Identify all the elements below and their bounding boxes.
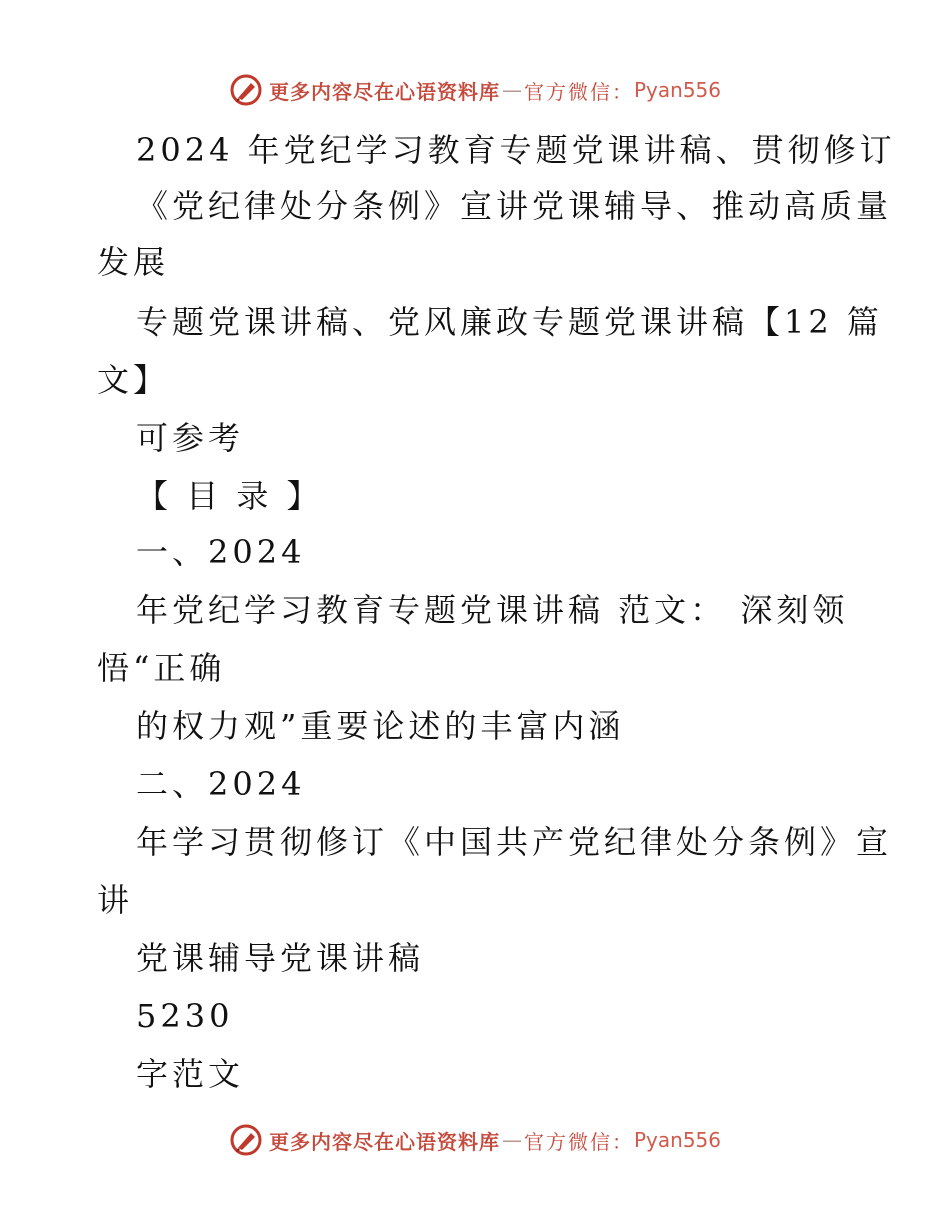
toc-item-1-title-end: 的权力观”重要论述的丰富内涵: [136, 707, 625, 745]
watermark-dash: —: [501, 1128, 522, 1152]
toc-item-2-number: 二、2024: [136, 765, 306, 803]
title-line-2: 《党纪律处分条例》宣讲党课辅导、推动高质量: [136, 187, 893, 225]
watermark-wechat-label: 官方微信：: [523, 79, 634, 104]
toc-item-2-title-cont: 讲: [97, 881, 134, 919]
pen-logo-icon: [229, 1123, 263, 1157]
toc-item-2-suffix: 字范文: [136, 1055, 245, 1093]
watermark-wechat-id: Pyan556: [633, 78, 721, 102]
toc-heading: 【 目 录 】: [136, 477, 323, 515]
header-watermark: [0, 70, 950, 110]
subtitle-line-1: 专题党课讲稿、党风廉政专题党课讲稿【12 篇: [136, 303, 883, 341]
watermark-wechat-label: 官方微信：: [523, 1129, 634, 1154]
toc-item-2-wordcount: 5230: [136, 997, 234, 1035]
title-line-3: 发展: [97, 243, 170, 281]
toc-item-1-title: 年党纪学习教育专题党课讲稿 范文： 深刻领: [136, 591, 849, 629]
subtitle-line-2: 文】: [97, 361, 170, 399]
watermark-main-text: 更多内容尽在心语资料库: [268, 79, 500, 104]
watermark-dash: —: [501, 78, 522, 102]
toc-item-2-title-end: 党课辅导党课讲稿: [136, 939, 425, 977]
toc-item-1-number: 一、2024: [136, 533, 306, 571]
toc-item-1-title-cont: 悟“正确: [97, 649, 226, 687]
watermark-main-text: 更多内容尽在心语资料库: [268, 1129, 500, 1154]
pen-logo-icon: [229, 73, 263, 107]
title-line-1: 2024 年党纪学习教育专题党课讲稿、贯彻修订: [136, 131, 896, 169]
reference-note: 可参考: [136, 419, 245, 457]
watermark-wechat-id: Pyan556: [633, 1128, 721, 1152]
toc-item-2-title: 年学习贯彻修订《中国共产党纪律处分条例》宣: [136, 823, 893, 861]
footer-watermark: [0, 1120, 950, 1160]
